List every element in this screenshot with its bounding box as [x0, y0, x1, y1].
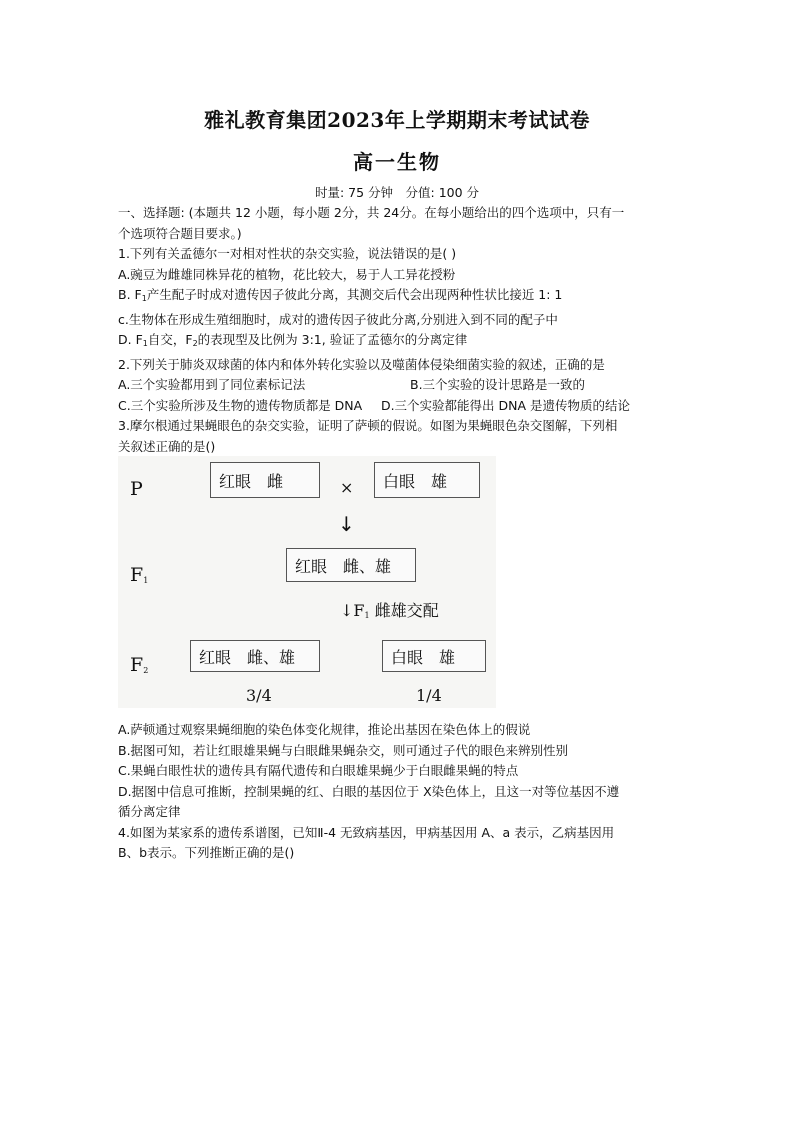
- f1-box: 红眼 雌、雄: [286, 548, 416, 582]
- exam-meta: 时量: 75 分钟 分值: 100 分: [314, 185, 480, 200]
- section-intro-line-2: 个选项符合题目要求。): [118, 225, 242, 241]
- ratio-white: 1/4: [416, 686, 442, 705]
- q2-option-d: D.三个实验都能得出 DNA 是遗传物质的结论: [380, 397, 631, 413]
- q1-option-b: B. $F_1$产生配子时成对遗传因子彼此分离，其测交后代会出现两种性状比接近 1: 1: [118, 287, 563, 303]
- ratio-red: 3/4: [246, 686, 272, 705]
- question-block-2: [118, 720, 678, 864]
- q2-options-cd: [118, 396, 678, 417]
- q1-option-c: c.生物体在形成生殖细胞时，成对的遗传因子彼此分离,分别进入到不同的配子中: [118, 311, 558, 327]
- q2-option-c: C.三个实验所涉及生物的遗传物质都是 DNA: [118, 397, 363, 413]
- generation-f1-label: $F_1$: [130, 564, 149, 586]
- q1-option-a: A.豌豆为雌雄同株异花的植物，花比较大，易于人工异花授粉: [118, 266, 456, 282]
- q3-stem-line-1: 3.摩尔根通过果蝇眼色的杂交实验，证明了萨顿的假说。如图为果蝇眼色杂交图解，下列相: [118, 418, 618, 433]
- q3-option-d-line-2: 循分离定律: [118, 804, 181, 819]
- cross-diagram: [118, 456, 496, 708]
- section-intro-line-1: 一、选择题: (本题共 12 小题，每小题 2分，共 24分。在每小题给出的四个选项中，只有一: [118, 205, 625, 220]
- f2-red-box: 红眼 雌、雄: [190, 640, 320, 672]
- q1-stem: 1.下列有关孟德尔一对相对性状的杂交实验，说法错误的是( ): [118, 246, 457, 261]
- f2-white-box: 白眼 雄: [382, 640, 486, 672]
- q1-option-d: D. $F_1$自交，$F_2$的表现型及比例为 3:1, 验证了孟德尔的分离定律: [118, 332, 468, 348]
- cross-symbol: ×: [340, 478, 354, 497]
- q2-stem: 2.下列关于肺炎双球菌的体内和体外转化实验以及噬菌体侵染细菌实验的叙述，正确的是: [118, 356, 605, 372]
- q3-stem-line-2: 关叙述正确的是(): [118, 438, 216, 454]
- generation-p-label: P: [130, 478, 143, 500]
- q2-options-ab: [118, 375, 678, 396]
- generation-f2-label: $F_2$: [130, 654, 149, 676]
- q4-stem-line-2: B、b表示。下列推断正确的是(): [118, 845, 295, 860]
- down-arrow-icon: ↓: [338, 512, 355, 536]
- q3-option-a: A.萨顿通过观察果蝇细胞的染色体变化规律，推论出基因在染色体上的假说: [118, 722, 531, 737]
- exam-title: 雅礼教育集团2023年上学期期末考试试卷: [204, 108, 590, 132]
- q3-option-b: B.据图可知，若让红眼雄果蝇与白眼雌果蝇杂交，则可通过子代的眼色来辨别性别: [118, 742, 569, 758]
- p-female-box: 红眼 雌: [210, 462, 320, 498]
- q2-option-a: A.三个实验都用到了同位素标记法: [118, 377, 306, 392]
- mating-label: $↓F_1$ 雌雄交配: [340, 601, 439, 620]
- q4-stem-line-1: 4.如图为某家系的遗传系谱图，已知Ⅱ-4 无致病基因，甲病基因用 A、a 表示，乙病基因用: [118, 824, 615, 840]
- q2-option-b: B.三个实验的设计思路是一致的: [410, 377, 586, 392]
- p-male-box: 白眼 雄: [374, 462, 480, 498]
- q3-option-c: C.果蝇白眼性状的遗传具有隔代遗传和白眼雄果蝇少于白眼雌果蝇的特点: [118, 763, 519, 778]
- exam-subject: 高一生物: [353, 150, 441, 174]
- question-block-1: [118, 203, 678, 457]
- q3-option-d-line-1: D.据图中信息可推断，控制果蝇的红、白眼的基因位于 X染色体上，且这一对等位基因不遵: [118, 783, 620, 799]
